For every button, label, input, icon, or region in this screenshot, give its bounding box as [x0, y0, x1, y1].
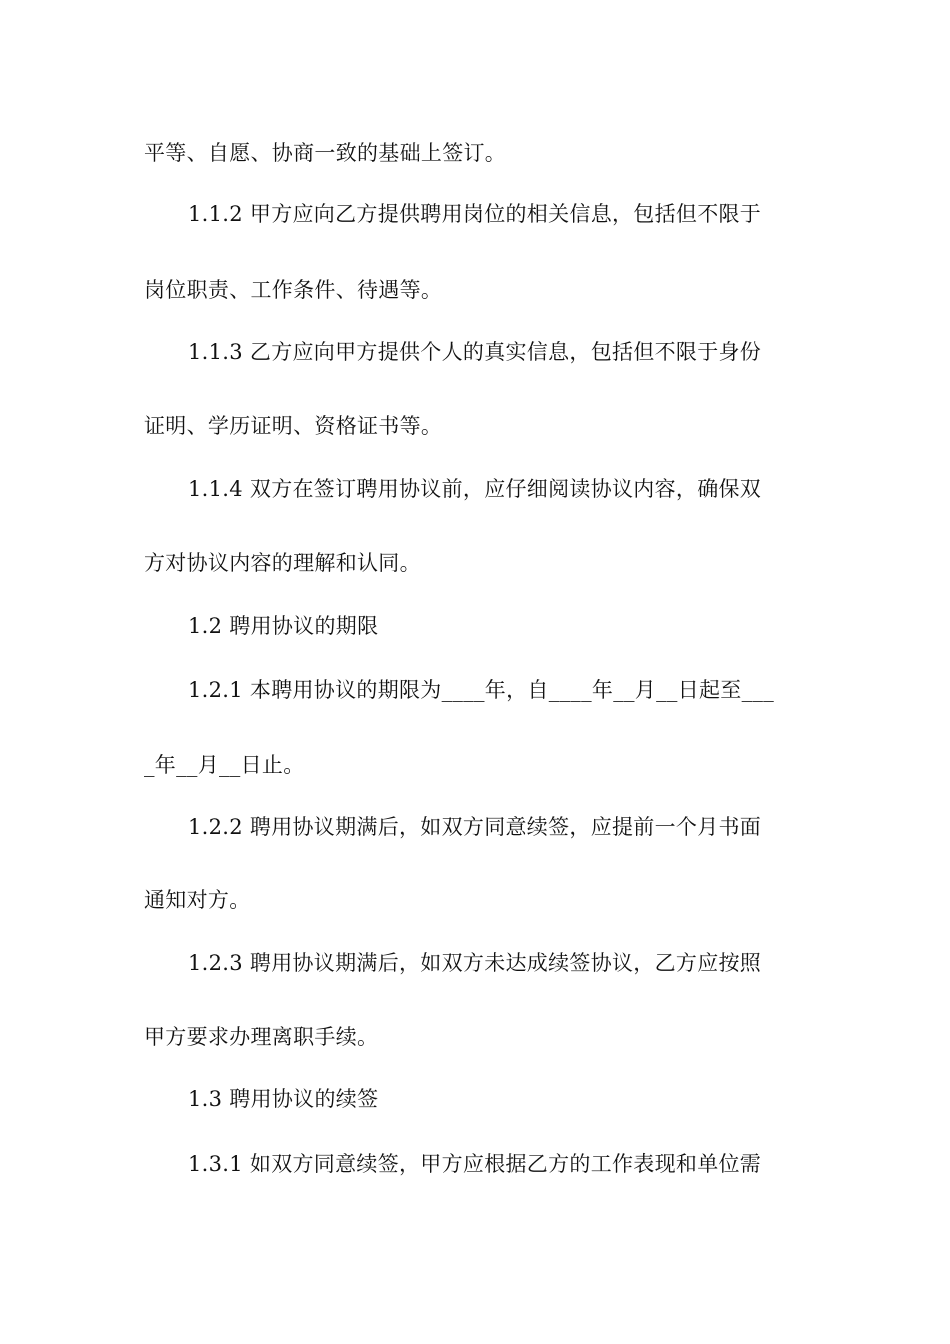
- section-heading-1-2: 1.2 聘用协议的期限: [188, 614, 379, 638]
- clause-1-1-2: 1.1.2 甲方应向乙方提供聘用岗位的相关信息，包括但不限于: [188, 202, 762, 226]
- clause-1-2-1: 1.2.1 本聘用协议的期限为____年，自____年__月__日起至___: [188, 678, 775, 702]
- clause-1-3-1: 1.3.1 如双方同意续签，甲方应根据乙方的工作表现和单位需: [188, 1152, 762, 1176]
- text-line: 证明、学历证明、资格证书等。: [144, 414, 443, 438]
- text-line: _年__月__日止。: [144, 753, 305, 777]
- clause-1-1-4: 1.1.4 双方在签订聘用协议前，应仔细阅读协议内容，确保双: [188, 477, 762, 501]
- text-line: 甲方要求办理离职手续。: [144, 1025, 379, 1049]
- clause-1-2-2: 1.2.2 聘用协议期满后，如双方同意续签，应提前一个月书面: [188, 815, 762, 839]
- clause-1-1-3: 1.1.3 乙方应向甲方提供个人的真实信息，包括但不限于身份: [188, 340, 762, 364]
- text-line: 岗位职责、工作条件、待遇等。: [144, 278, 443, 302]
- section-heading-1-3: 1.3 聘用协议的续签: [188, 1087, 379, 1111]
- text-line: 通知对方。: [144, 888, 251, 912]
- text-line: 方对协议内容的理解和认同。: [144, 551, 421, 575]
- clause-1-2-3: 1.2.3 聘用协议期满后，如双方未达成续签协议，乙方应按照: [188, 951, 762, 975]
- text-line: 平等、自愿、协商一致的基础上签订。: [144, 141, 507, 165]
